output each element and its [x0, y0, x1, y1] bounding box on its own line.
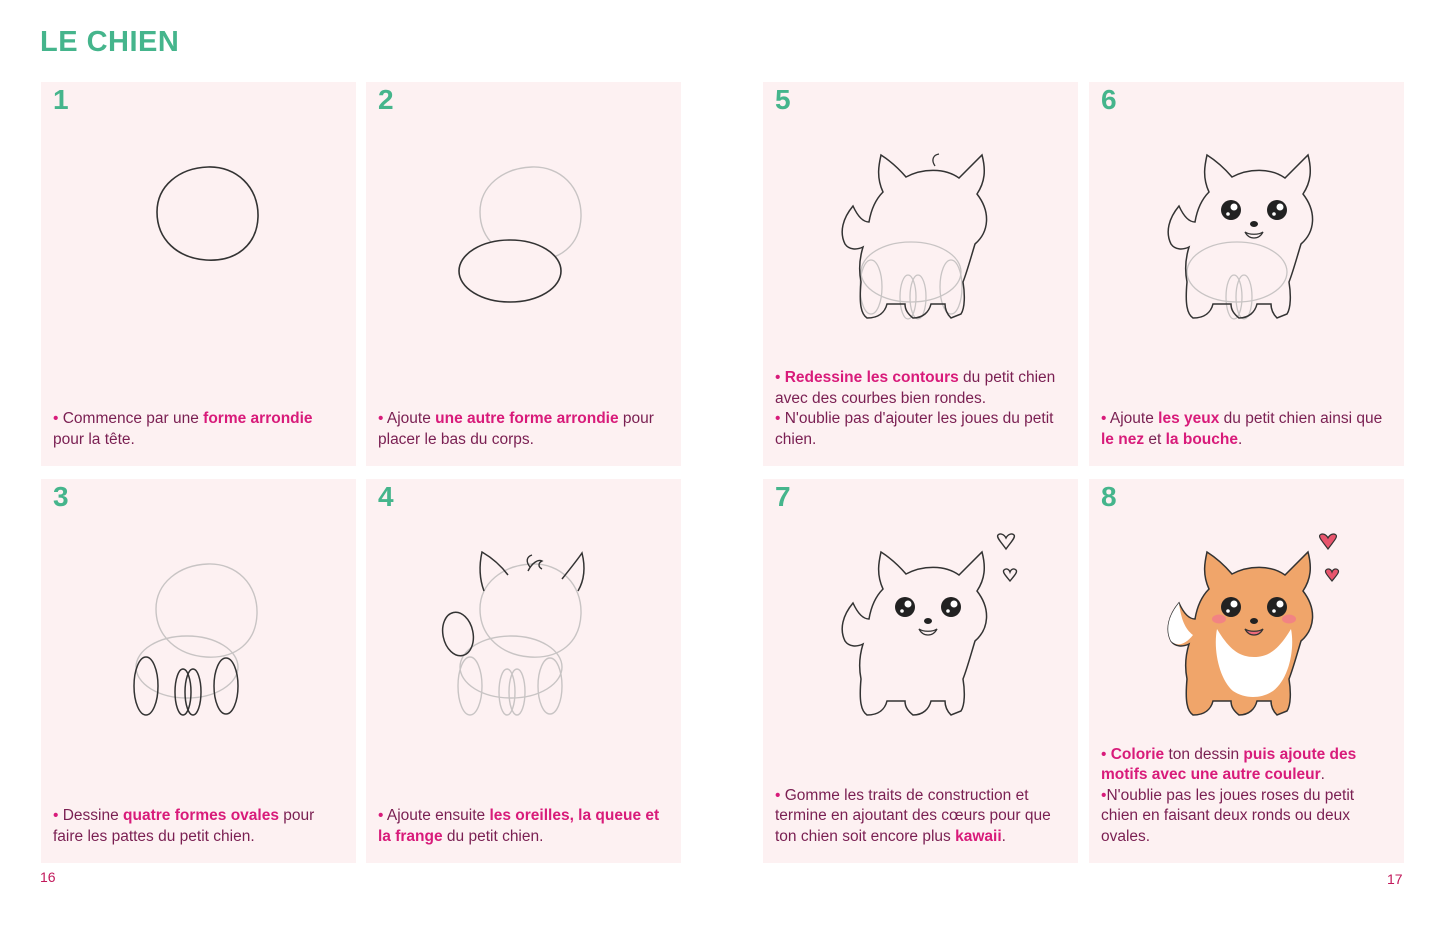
caption-text: •: [1101, 745, 1111, 763]
caption-bold-text: forme arrondie: [203, 410, 313, 427]
caption-line: [378, 806, 671, 847]
step-caption: [53, 409, 346, 450]
caption-line: [1101, 786, 1394, 848]
step-number: 1: [53, 84, 69, 115]
caption-bold-text: le nez: [1101, 430, 1145, 448]
caption-line: [1101, 409, 1394, 450]
step-panel-5: [763, 82, 1078, 466]
caption-text: •: [378, 807, 387, 824]
caption-bold-text: Redessine les contours: [784, 369, 959, 386]
step-caption: [1101, 409, 1394, 450]
step-number: 3: [53, 481, 69, 512]
step-panel-4: [366, 479, 681, 863]
step-panel-7: [763, 479, 1078, 863]
step-number: 8: [1101, 481, 1117, 512]
caption-text: ton dessin: [1164, 745, 1244, 763]
step-number: 5: [775, 84, 791, 115]
caption-text: Dessine: [62, 807, 124, 824]
page-number-right: 17: [1387, 871, 1403, 887]
caption-text: •: [775, 369, 785, 386]
caption-text: •: [53, 410, 63, 427]
caption-text: pour la tête.: [53, 430, 135, 448]
page-number-left: 16: [40, 869, 56, 885]
step-caption: [378, 409, 671, 450]
step-number: 6: [1101, 84, 1117, 115]
heart-filled-icon: [1320, 534, 1337, 549]
caption-text: •: [1101, 786, 1107, 804]
caption-line: [378, 409, 671, 450]
caption-text: Ajoute: [1109, 410, 1159, 427]
caption-bold-text: kawaii: [955, 827, 1002, 845]
caption-text: N'oublie pas les joues roses du petit chien en faisant deux ronds ou deux ovales.: [1101, 786, 1355, 845]
caption-text: Gomme les traits de construction et termine en ajoutant des cœurs pour que ton chien soit encore plus: [775, 786, 1051, 845]
heart-outline-icon: [1003, 569, 1016, 581]
step-caption: [775, 786, 1068, 848]
caption-text: .: [1320, 766, 1325, 783]
step-caption: [1101, 745, 1394, 848]
step-number: 7: [775, 481, 791, 512]
caption-text: .: [1237, 430, 1243, 448]
step-panel-6: [1089, 82, 1404, 466]
caption-bold-text: Colorie: [1110, 745, 1165, 763]
caption-bold-text: puis ajoute des motifs avec une autre couleur: [1101, 745, 1357, 783]
heart-outline-icon: [998, 534, 1015, 549]
caption-text: Ajoute: [386, 410, 436, 427]
caption-text: pour placer le bas du corps.: [378, 410, 654, 448]
step-panel-3: [41, 479, 356, 863]
caption-text: •: [1101, 410, 1110, 427]
caption-text: •: [53, 807, 63, 824]
caption-text: du petit chien.: [442, 827, 544, 845]
caption-line: [53, 409, 346, 450]
caption-bold-text: la bouche: [1165, 430, 1238, 448]
caption-line: [775, 409, 1068, 450]
caption-text: Ajoute ensuite: [386, 807, 490, 824]
caption-bold-text: les yeux: [1158, 410, 1220, 427]
caption-line: [775, 786, 1068, 848]
step-number: 4: [378, 481, 394, 512]
step-number: 2: [378, 84, 394, 115]
step-panel-8: [1089, 479, 1404, 863]
caption-text: N'oublie pas d'ajouter les joues du petit chien.: [775, 410, 1054, 448]
caption-line: [1101, 745, 1394, 786]
step-caption: [378, 806, 671, 847]
caption-line: [53, 806, 346, 847]
caption-text: •: [775, 410, 785, 427]
step-panel-1: [41, 82, 356, 466]
caption-text: .: [1001, 827, 1006, 845]
page-title: LE CHIEN: [40, 26, 180, 58]
caption-line: [775, 368, 1068, 409]
caption-bold-text: une autre forme arrondie: [435, 410, 619, 427]
caption-text: Commence par une: [62, 410, 204, 427]
caption-text: •: [775, 786, 785, 804]
step-caption: [775, 368, 1068, 450]
step-panel-2: [366, 82, 681, 466]
caption-bold-text: quatre formes ovales: [123, 807, 279, 824]
caption-text: du petit chien ainsi que: [1219, 410, 1383, 427]
caption-text: et: [1144, 430, 1166, 448]
heart-filled-icon: [1325, 569, 1338, 581]
caption-text: •: [378, 410, 387, 427]
step-caption: [53, 806, 346, 847]
caption-text: pour faire les pattes du petit chien.: [53, 807, 315, 845]
caption-text: du petit chien avec des courbes bien rondes.: [775, 369, 1056, 407]
caption-bold-text: les oreilles, la queue et la frange: [378, 807, 660, 845]
